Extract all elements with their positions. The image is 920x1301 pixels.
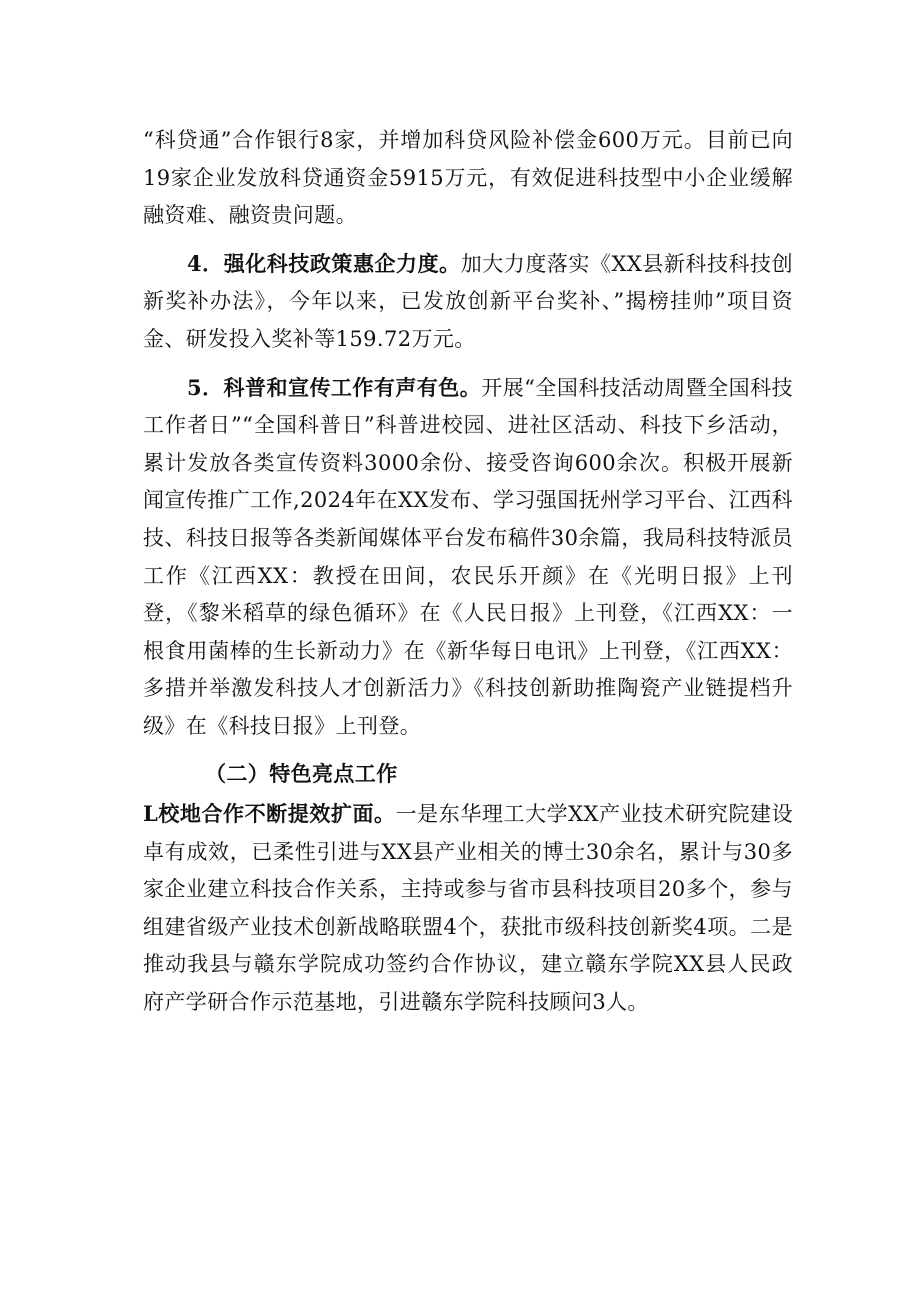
paragraph-school-local-cooperation xyxy=(143,795,793,1022)
paragraph-science-publicity xyxy=(143,369,793,746)
paragraph-body-cooperation: 一是东华理工大学XX产业技术研究院建设卓有成效，已柔性引进与XX县产业相关的博士30余名，累计与30多家企业建立科技合作关系，主持或参与省市县科技项目20多个，参与组建省级产业技术创新战略联盟4个，获批市级科技创新奖4项。二是推动我县与赣东学院成功签约合作协议，建立赣东学院XX县人民政府产学研合作示范基地，引进赣东学院科技顾问3人。 xyxy=(143,802,793,1015)
paragraph-body-publicity: 开展“全国科技活动周暨全国科技工作者日”“全国科普日”科普进校园、进社区活动、科技下乡活动，累计发放各类宣传资料3000余份、接受咨询600余次。积极开展新闻宣传推广工作,2024年在XX发布、学习强国抚州学习平台、江西科技、科技日报等各类新闻媒体平台发布稿件30余篇，我局科技特派员工作《江西XX：教授在田间，农民乐开颜》在《光明日报》上刊登，《黎米稻草的绿色循环》在《人民日报》上刊登，《江西XX：一根食用菌棒的生长新动力》在《新华每日电讯》上刊登，《江西XX：多措并举激发科技人才创新活力》《科技创新助推陶瓷产业链提档升级》在《科技日报》上刊登。 xyxy=(143,375,793,738)
paragraph-lead-publicity: 5．科普和宣传工作有声有色。 xyxy=(187,374,482,400)
paragraph-loan-continuation: “科贷通”合作银行8家，并增加科贷风险补偿金600万元。目前已向19家企业发放科贷通资金5915万元，有效促进科技型中小企业缓解融资难、融资贵问题。 xyxy=(143,128,793,228)
section-heading-highlights: （二）特色亮点工作 xyxy=(205,760,398,786)
paragraph-lead-cooperation: L校地合作不断提效扩面。 xyxy=(143,801,396,827)
document-page xyxy=(143,122,793,1022)
paragraph-body-policy: 加大力度落实《XX县新科技科技创新奖补办法》，今年以来，已发放创新平台奖补、”揭榜挂帅”项目资金、研发投入奖补等159.72万元。 xyxy=(143,251,793,351)
paragraph-lead-policy: 4．强化科技政策惠企力度。 xyxy=(187,250,461,276)
paragraph-policy-support xyxy=(143,245,793,359)
